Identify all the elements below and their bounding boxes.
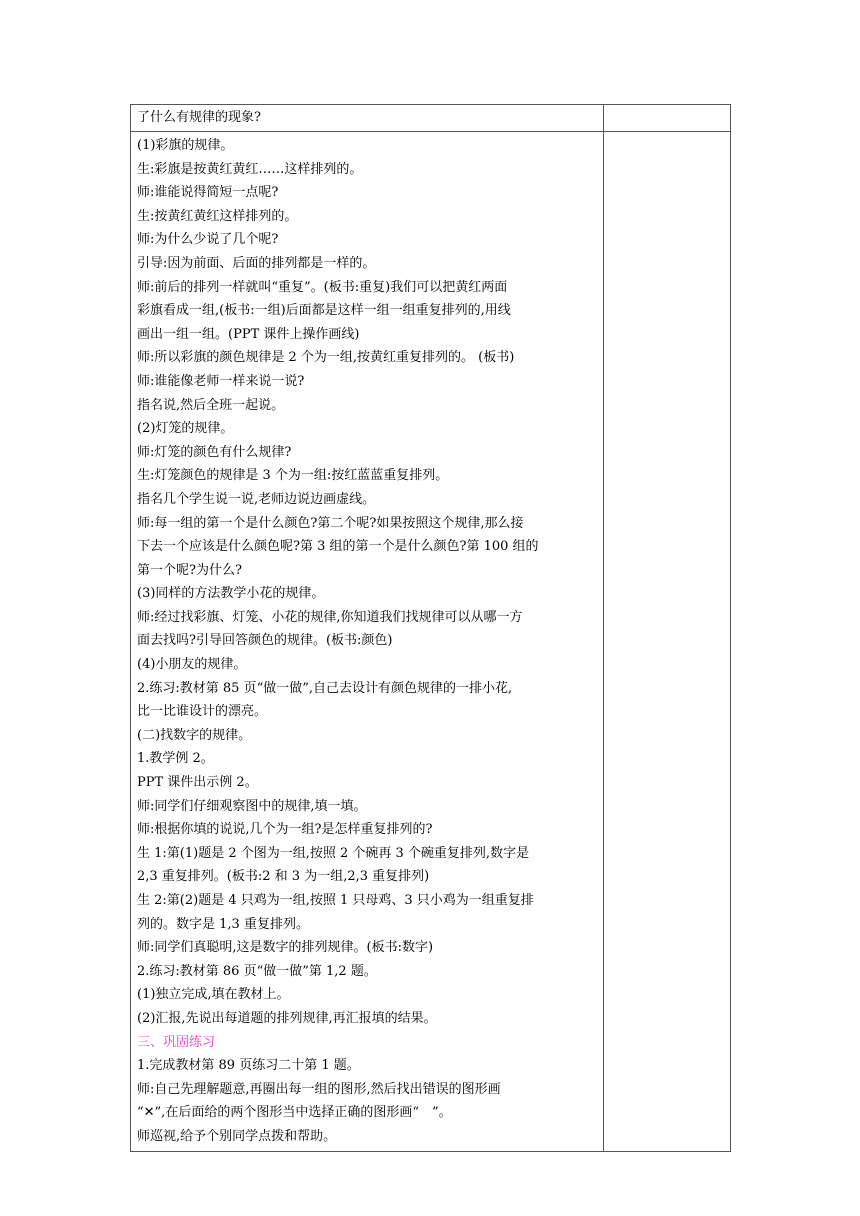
side-cell-body bbox=[604, 132, 731, 1152]
text-line: 师:灯笼的颜色有什么规律? bbox=[137, 444, 292, 460]
text-line: 画出一组一组。(PPT 课件上操作画线) bbox=[137, 326, 360, 342]
text-line: (4)小朋友的规律。 bbox=[137, 657, 247, 673]
text-line: 指名几个学生说一说,老师边说边画虚线。 bbox=[137, 491, 376, 507]
side-cell-header bbox=[604, 105, 731, 132]
text-line: 师:根据你填的说说,几个为一组?是怎样重复排列的? bbox=[137, 822, 433, 838]
text-line: (3)同样的方法教学小花的规律。 bbox=[137, 586, 325, 602]
text-line: 下去一个应该是什么颜色呢?第 3 组的第一个是什么颜色?第 100 组的 bbox=[137, 539, 539, 555]
main-cell-header bbox=[131, 105, 604, 132]
text-line: 三、巩固练习 bbox=[137, 1034, 216, 1050]
text-line: (1)彩旗的规律。 bbox=[137, 138, 234, 153]
text-line: 生:按黄红黄红这样排列的。 bbox=[137, 208, 298, 224]
text-line: 师:所以彩旗的颜色规律是 2 个为一组,按黄红重复排列的。 (板书) bbox=[137, 350, 515, 366]
main-cell-body bbox=[131, 132, 604, 1152]
text-line: (1)独立完成,填在教材上。 bbox=[137, 987, 290, 1003]
text-line: 生:灯笼颜色的规律是 3 个为一组:按红蓝蓝重复排列。 bbox=[137, 468, 449, 484]
text-line: (2)灯笼的规律。 bbox=[137, 421, 234, 437]
text-line: 1.教学例 2。 bbox=[137, 751, 214, 767]
table-row-header bbox=[131, 105, 731, 132]
body-lines bbox=[131, 132, 603, 1151]
text-line: 师:为什么少说了几个呢? bbox=[137, 232, 279, 248]
text-line: 师:同学们真聪明,这是数字的排列规律。(板书:数字) bbox=[137, 940, 434, 956]
text-line: 师巡视,给予个别同学点拨和帮助。 bbox=[137, 1128, 337, 1144]
text-line: 引导:因为前面、后面的排列都是一样的。 bbox=[137, 255, 376, 271]
text-line: 2,3 重复排列。(板书:2 和 3 为一组,2,3 重复排列) bbox=[137, 869, 430, 885]
text-line: 比一比谁设计的漂亮。 bbox=[137, 704, 268, 720]
text-line: 师:每一组的第一个是什么颜色?第二个呢?如果按照这个规律,那么接 bbox=[137, 515, 524, 531]
header-line: 了什么有规律的现象? bbox=[137, 110, 261, 125]
text-line: 师:经过找彩旗、灯笼、小花的规律,你知道我们找规律可以从哪一方 bbox=[137, 609, 523, 625]
text-line: (2)汇报,先说出每道题的排列规律,再汇报填的结果。 bbox=[137, 1010, 437, 1026]
text-line: 师:前后的排列一样就叫“重复”。(板书:重复)我们可以把黄红两面 bbox=[137, 279, 508, 295]
text-line: 生 2:第(2)题是 4 只鸡为一组,按照 1 只母鸡、3 只小鸡为一组重复排 bbox=[137, 893, 534, 908]
text-line: 面去找吗?引导回答颜色的规律。(板书:颜色) bbox=[137, 633, 393, 649]
text-line: 第一个呢?为什么? bbox=[137, 562, 242, 578]
text-line: 2.练习:教材第 86 页“做一做”第 1,2 题。 bbox=[137, 963, 377, 979]
text-line: 1.完成教材第 89 页练习二十第 1 题。 bbox=[137, 1058, 360, 1074]
text-line: 列的。数字是 1,3 重复排列。 bbox=[137, 916, 309, 932]
text-line: 师:同学们仔细观察图中的规律,填一填。 bbox=[137, 798, 367, 814]
text-line: 师:谁能说得简短一点呢? bbox=[137, 185, 279, 201]
lesson-table bbox=[130, 104, 731, 1152]
text-line: (二)找数字的规律。 bbox=[137, 727, 252, 743]
text-line: 师:自己先理解题意,再圈出每一组的图形,然后找出错误的图形画 bbox=[137, 1081, 501, 1097]
text-line: 师:谁能像老师一样来说一说? bbox=[137, 373, 305, 389]
text-line: 生 1:第(1)题是 2 个图为一组,按照 2 个碗再 3 个碗重复排列,数字是 bbox=[137, 845, 530, 861]
text-line: “✕”,在后面给的两个图形当中选择正确的图形画“ ”。 bbox=[137, 1105, 452, 1121]
text-line: 指名说,然后全班一起说。 bbox=[137, 397, 285, 413]
text-line: 2.练习:教材第 85 页“做一做”,自己去设计有颜色规律的一排小花, bbox=[137, 680, 513, 696]
text-line: PPT 课件出示例 2。 bbox=[137, 775, 258, 791]
text-line: 生:彩旗是按黄红黄红……这样排列的。 bbox=[137, 161, 363, 177]
table-row-body bbox=[131, 132, 731, 1152]
text-line: 彩旗看成一组,(板书:一组)后面都是这样一组一组重复排列的,用线 bbox=[137, 303, 511, 319]
